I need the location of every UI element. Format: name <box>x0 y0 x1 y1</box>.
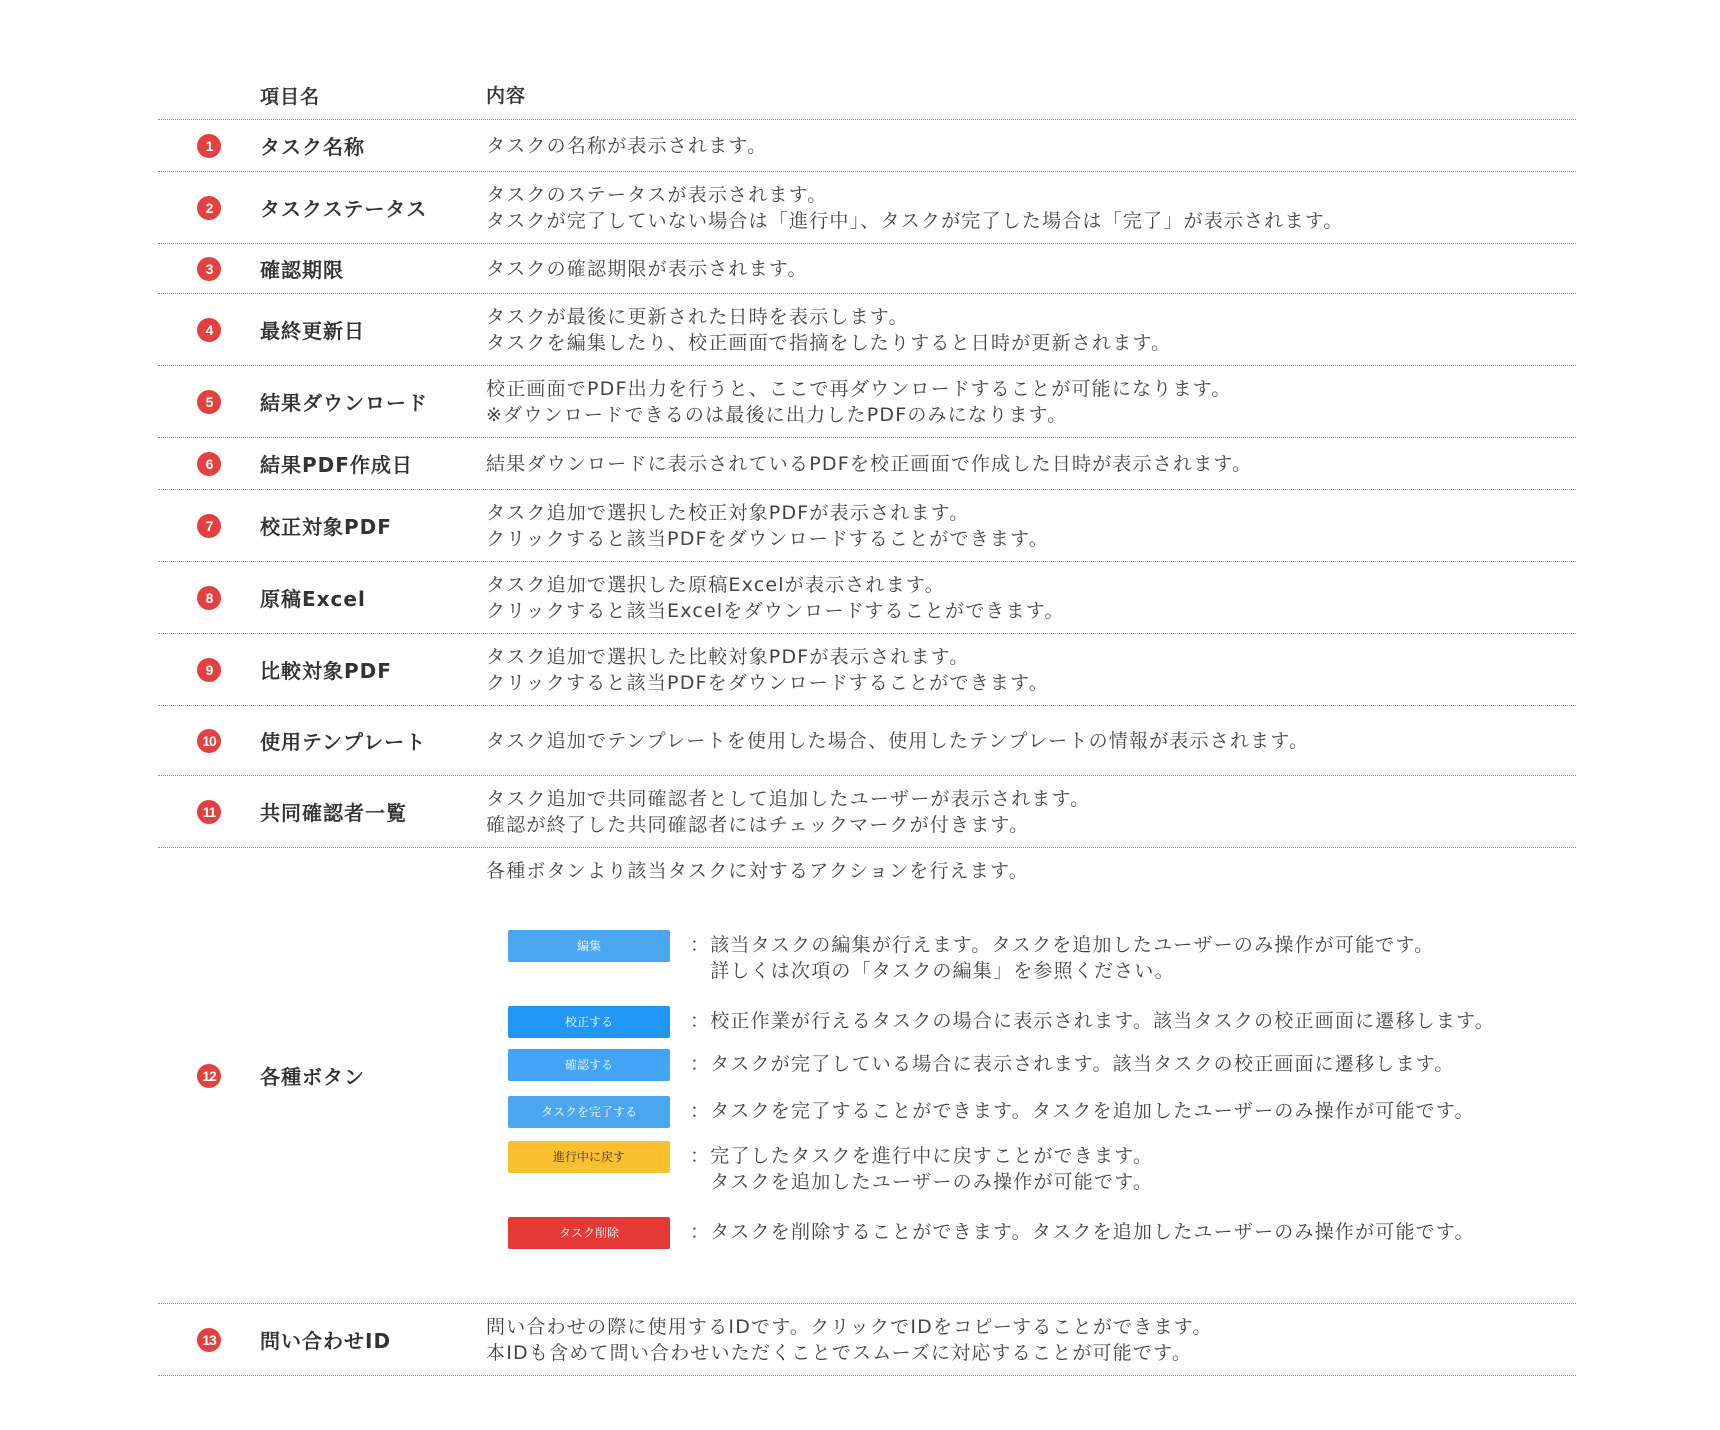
item-name: タスク名称 <box>260 135 365 159</box>
proofread-button[interactable]: 校正する <box>508 1006 670 1038</box>
number-badge: 2 <box>197 196 221 220</box>
item-content <box>486 182 1576 234</box>
content-line: クリックすると該当Excelをダウンロードすることができます。 <box>486 599 1065 622</box>
content-line: ※ダウンロードできるのは最後に出力したPDFのみになります。 <box>486 403 1068 426</box>
table-row <box>158 244 1576 294</box>
revert-in-progress-button[interactable]: 進行中に戻す <box>508 1141 670 1173</box>
content-line: タスクが最後に更新された日時を表示します。 <box>486 305 909 328</box>
content-line: 校正画面でPDF出力を行うと、ここで再ダウンロードすることが可能になります。 <box>486 377 1232 400</box>
content-line: タスクの確認期限が表示されます。 <box>486 257 808 280</box>
item-name: タスクステータス <box>260 197 428 221</box>
description-line: ：校正作業が行えるタスクの場合に表示されます。該当タスクの校正画面に遷移します。 <box>690 1010 1495 1032</box>
item-name: 確認期限 <box>260 258 344 282</box>
button-description <box>690 932 1434 984</box>
table-row <box>158 776 1576 848</box>
table-row <box>158 438 1576 490</box>
item-name: 比較対象PDF <box>260 659 392 683</box>
button-item <box>508 1006 1495 1038</box>
content-line: タスク追加で選択した校正対象PDFが表示されます。 <box>486 501 970 524</box>
item-content <box>486 644 1576 696</box>
content-line: 問い合わせの際に使用するIDです。クリックでIDをコピーすることができます。 <box>486 1315 1213 1338</box>
content-line: タスク追加で選択した比較対象PDFが表示されます。 <box>486 645 970 668</box>
button-description <box>690 1008 1495 1034</box>
items-table <box>158 72 1576 1376</box>
table-row <box>158 490 1576 562</box>
complete-task-button[interactable]: タスクを完了する <box>508 1096 670 1128</box>
content-line: タスク追加で共同確認者として追加したユーザーが表示されます。 <box>486 787 1091 810</box>
description-line: ：タスクを削除することができます。タスクを追加したユーザーのみ操作が可能です。 <box>690 1221 1475 1243</box>
content-line: タスクの名称が表示されます。 <box>486 134 768 157</box>
header-item-name: 項目名 <box>260 86 321 108</box>
table-header <box>158 72 1576 120</box>
item-name: 問い合わせID <box>260 1329 392 1353</box>
content-line: 本IDも含めて問い合わせいただくことでスムーズに対応することが可能です。 <box>486 1341 1193 1364</box>
table-row <box>158 120 1576 172</box>
number-badge: 8 <box>197 586 221 610</box>
content-line: 確認が終了した共同確認者にはチェックマークが付きます。 <box>486 813 1030 836</box>
description-line: ：タスクが完了している場合に表示されます。該当タスクの校正画面に遷移します。 <box>690 1053 1455 1075</box>
number-badge: 9 <box>197 658 221 682</box>
number-badge: 7 <box>197 514 221 538</box>
item-content <box>486 451 1576 477</box>
item-content <box>486 376 1576 428</box>
description-line: ：タスクを完了することができます。タスクを追加したユーザーのみ操作が可能です。 <box>690 1100 1475 1122</box>
item-name: 最終更新日 <box>260 319 365 343</box>
number-badge: 3 <box>197 257 221 281</box>
table-row <box>158 294 1576 366</box>
table-row <box>158 706 1576 776</box>
button-description <box>690 1143 1153 1195</box>
item-content <box>486 500 1576 552</box>
item-content <box>486 256 1576 282</box>
number-badge: 12 <box>197 1064 221 1088</box>
item-name: 共同確認者一覧 <box>260 801 407 825</box>
table-row <box>158 1304 1576 1376</box>
content-line: タスクを編集したり、校正画面で指摘をしたりすると日時が更新されます。 <box>486 331 1172 354</box>
delete-task-button[interactable]: タスク削除 <box>508 1217 670 1249</box>
description-line: ：完了したタスクを進行中に戻すことができます。 <box>690 1145 1154 1167</box>
button-item <box>508 1217 1475 1249</box>
description-line: 詳しくは次項の「タスクの編集」を参照ください。 <box>690 960 1175 982</box>
button-list <box>486 884 1576 1304</box>
number-badge: 11 <box>197 800 221 824</box>
item-content <box>486 728 1576 754</box>
content-line: タスクのステータスが表示されます。 <box>486 183 828 206</box>
content-line: クリックすると該当PDFをダウンロードすることができます。 <box>486 527 1049 550</box>
description-line: ：該当タスクの編集が行えます。タスクを追加したユーザーのみ操作が可能です。 <box>690 934 1435 956</box>
confirm-button[interactable]: 確認する <box>508 1049 670 1081</box>
table-row <box>158 366 1576 438</box>
item-content <box>486 1314 1576 1366</box>
button-description <box>690 1051 1455 1077</box>
item-content <box>486 786 1576 838</box>
item-content <box>486 848 1576 1303</box>
content-line: タスク追加で選択した原稿Excelが表示されます。 <box>486 573 945 596</box>
content-line: クリックすると該当PDFをダウンロードすることができます。 <box>486 671 1049 694</box>
button-item <box>508 1141 1153 1195</box>
number-badge: 10 <box>197 729 221 753</box>
content-line: 結果ダウンロードに表示されているPDFを校正画面で作成した日時が表示されます。 <box>486 452 1253 475</box>
item-name: 原稿Excel <box>260 587 366 611</box>
table-row-buttons <box>158 848 1576 1304</box>
table-row <box>158 562 1576 634</box>
description-line: タスクを追加したユーザーのみ操作が可能です。 <box>690 1171 1154 1193</box>
number-badge: 4 <box>197 318 221 342</box>
content-line: タスク追加でテンプレートを使用した場合、使用したテンプレートの情報が表示されます。 <box>486 729 1310 752</box>
button-item <box>508 1096 1475 1128</box>
item-name: 結果ダウンロード <box>260 391 428 415</box>
item-content <box>486 133 1576 159</box>
number-badge: 5 <box>197 390 221 414</box>
item-name: 結果PDF作成日 <box>260 453 413 477</box>
button-description <box>690 1219 1475 1245</box>
item-content <box>486 304 1576 356</box>
content-line: タスクが完了していない場合は「進行中」、タスクが完了した場合は「完了」が表示されます。 <box>486 209 1344 232</box>
buttons-intro: 各種ボタンより該当タスクに対するアクションを行えます。 <box>486 860 1029 882</box>
item-name: 校正対象PDF <box>260 515 392 539</box>
number-badge: 13 <box>197 1328 221 1352</box>
number-badge: 6 <box>197 452 221 476</box>
item-name: 各種ボタン <box>260 1065 365 1089</box>
button-item <box>508 1049 1455 1081</box>
header-content: 内容 <box>486 84 527 107</box>
number-badge: 1 <box>197 134 221 158</box>
item-name: 使用テンプレート <box>260 730 427 754</box>
edit-button[interactable]: 編集 <box>508 930 670 962</box>
table-row <box>158 172 1576 244</box>
table-row <box>158 634 1576 706</box>
button-item <box>508 930 1434 984</box>
item-content <box>486 572 1576 624</box>
button-description <box>690 1098 1475 1124</box>
